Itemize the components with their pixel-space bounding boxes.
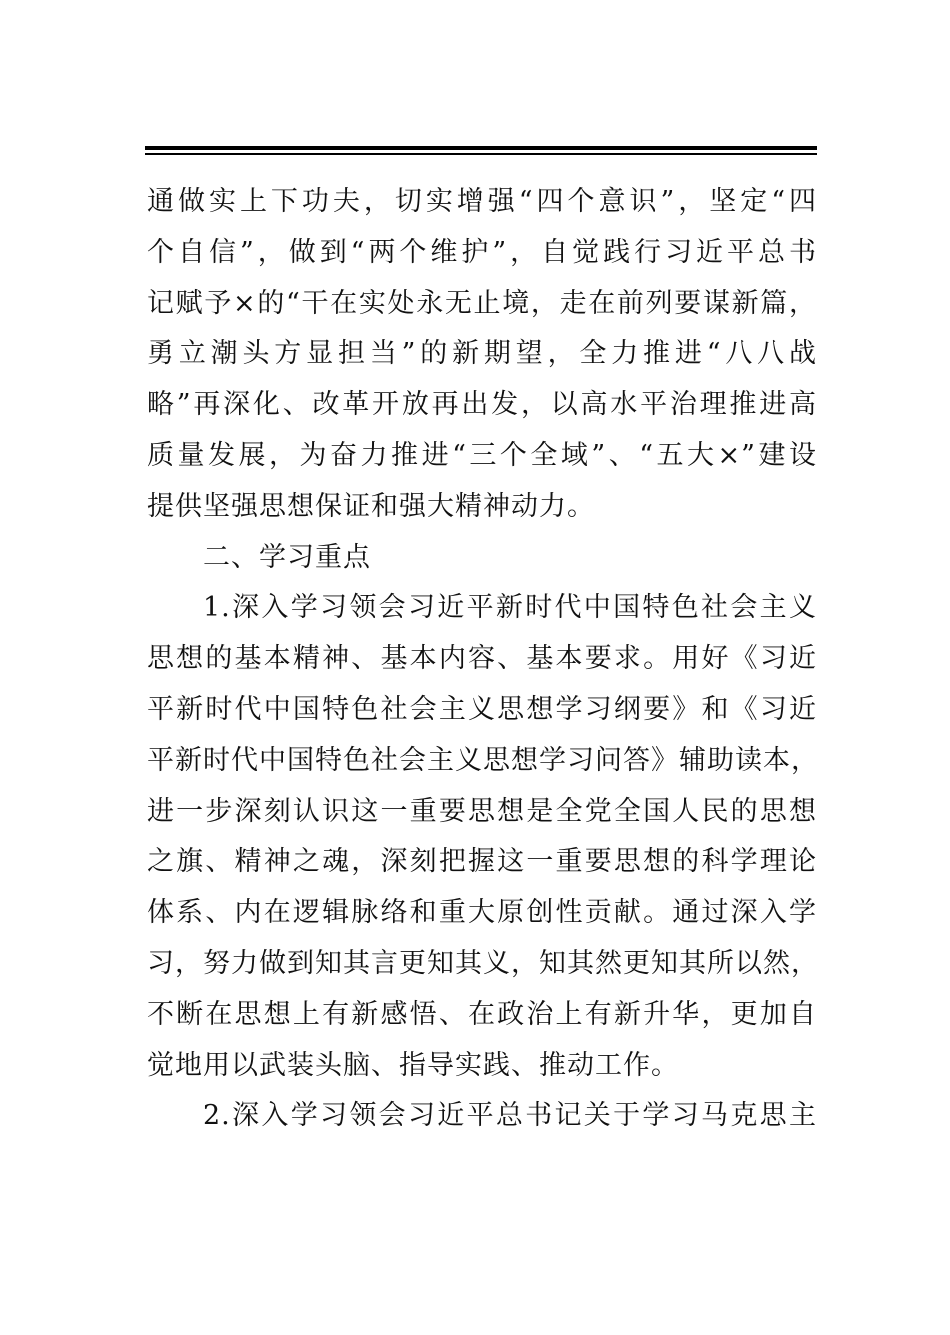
text-line: 思想的基本精神、基本内容、基本要求。用好《习近 <box>147 643 817 675</box>
text-line: 个自信”，做到“两个维护”，自觉践行习近平总书 <box>147 236 817 268</box>
text-line: 体系、内在逻辑脉络和重大原创性贡献。通过深入学 <box>147 897 817 929</box>
header-rule-thin <box>145 153 817 155</box>
text-line: 质量发展，为奋力推进“三个全域”、“五大×”建设 <box>147 439 817 471</box>
text-line: 1.深入学习领会习近平新时代中国特色社会主义 <box>203 592 817 624</box>
text-line: 通做实上下功夫，切实增强“四个意识”，坚定“四 <box>147 186 817 217</box>
text-line: 记赋予×的“干在实处永无止境，走在前列要谋新篇， <box>147 287 817 319</box>
text-line: 勇立潮头方显担当”的新期望，全力推进“八八战 <box>147 338 817 370</box>
text-line: 进一步深刻认识这一重要思想是全党全国人民的思想 <box>147 795 817 827</box>
text-line: 提供坚强思想保证和强大精神动力。 <box>147 490 595 522</box>
section-heading: 二、学习重点 <box>203 541 371 573</box>
text-line: 觉地用以武装头脑、指导实践、推动工作。 <box>147 1049 679 1081</box>
text-line: 习，努力做到知其言更知其义，知其然更知其所以然， <box>147 947 819 979</box>
text-line: 略”再深化、改革开放再出发，以高水平治理推进高 <box>147 389 817 421</box>
text-line: 平新时代中国特色社会主义思想学习问答》辅助读本， <box>147 744 819 776</box>
text-line: 不断在思想上有新感悟、在政治上有新升华，更加自 <box>147 998 817 1030</box>
text-line: 之旗、精神之魂，深刻把握这一重要思想的科学理论 <box>147 846 817 878</box>
text-line: 平新时代中国特色社会主义思想学习纲要》和《习近 <box>147 693 817 725</box>
body-text <box>147 177 817 1142</box>
text-line: 2.深入学习领会习近平总书记关于学习马克思主 <box>203 1100 817 1132</box>
header-rule-thick <box>145 146 817 150</box>
